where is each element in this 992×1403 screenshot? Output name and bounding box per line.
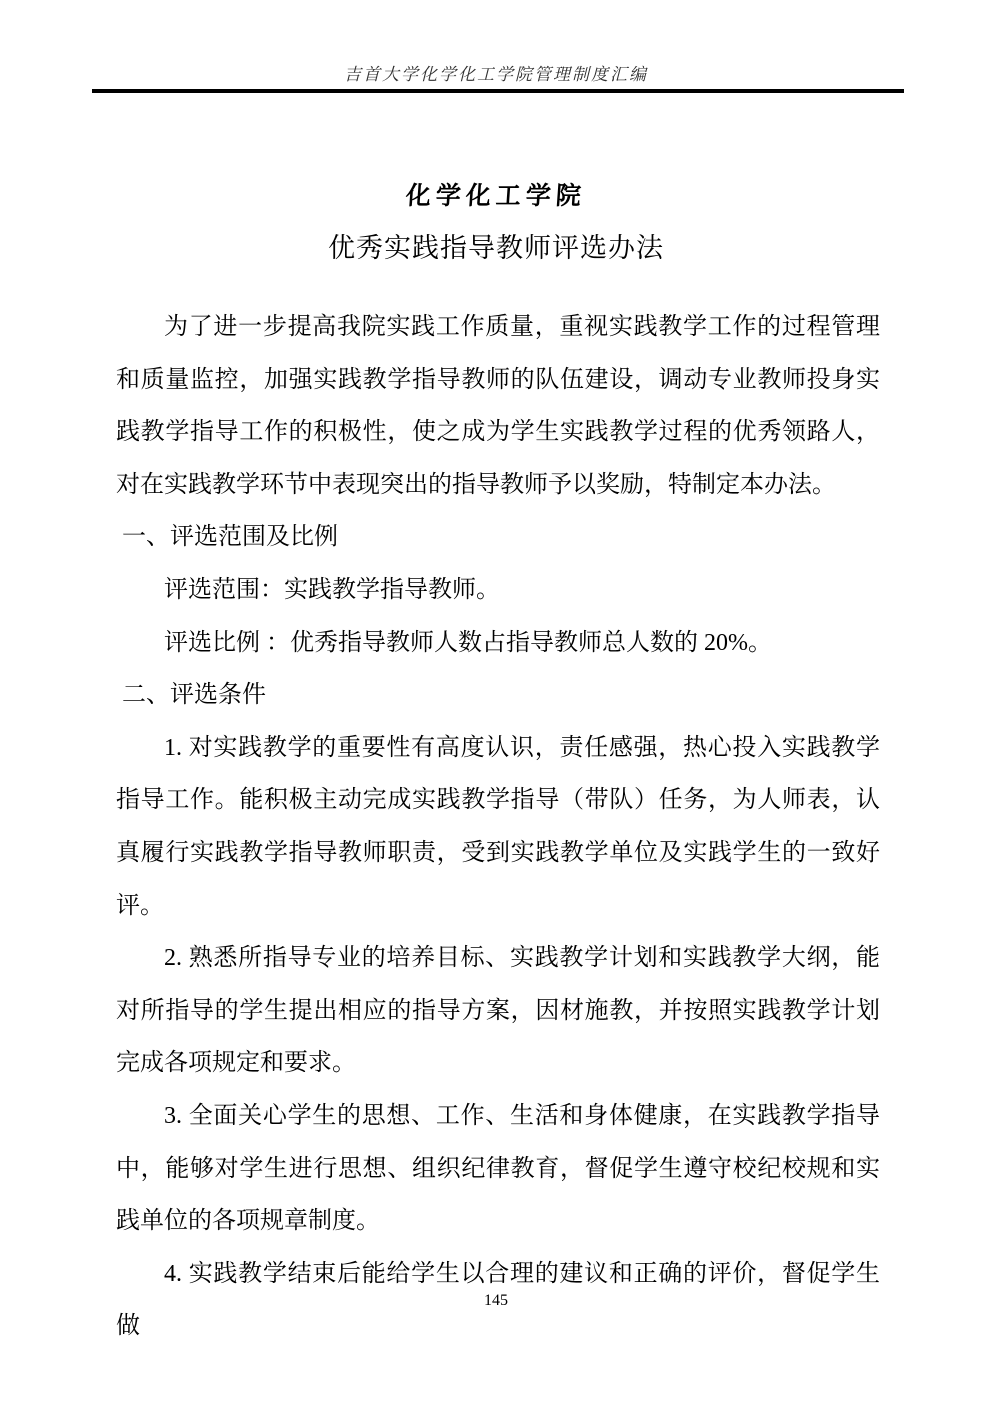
body-paragraph: 3. 全面关心学生的思想、工作、生活和身体健康，在实践教学指导中，能够对学生进行思想、组织纪律教育，督促学生遵守校纪校规和实践单位的各项规章制度。 <box>116 1102 880 1235</box>
body-paragraph: 为了进一步提高我院实践工作质量，重视实践教学工作的过程管理和质量监控，加强实践教学指导教师的队伍建设，调动专业教师投身实践教学指导工作的积极性，使之成为学生实践教学过程的优秀领路人，对在实践教学环节中表现突出的指导教师予以奖励，特制定本办法。 <box>116 314 880 498</box>
college-title: 化学化工学院 <box>404 183 587 210</box>
body-paragraph: 评选范围：实践教学指导教师。 <box>164 576 500 603</box>
body-paragraph: 4. 实践教学结束后能给学生以合理的建议和正确的评价，督促学生做 <box>116 1260 880 1340</box>
document-title: 优秀实践指导教师评选办法 <box>328 233 664 263</box>
body-paragraph: 评选比例 ：优秀指导教师人数占指导教师总人数的 20%。 <box>164 629 772 656</box>
section-heading: 一、评选范围及比例 <box>122 524 338 551</box>
document-body <box>116 301 880 1353</box>
body-paragraph: 1. 对实践教学的重要性有高度认识，责任感强，热心投入实践教学指导工作。能积极主动完成实践教学指导（带队）任务，为人师表，认真履行实践教学指导教师职责，受到实践教学单位及实践学生的一致好评。 <box>116 734 880 919</box>
section-heading: 二、评选条件 <box>122 682 266 709</box>
page-header-title: 吉首大学化学化工学院管理制度汇编 <box>344 65 648 84</box>
page-number: 145 <box>484 1292 508 1309</box>
body-paragraph: 2. 熟悉所指导专业的培养目标、实践教学计划和实践教学大纲，能对所指导的学生提出相应的指导方案，因材施教，并按照实践教学计划完成各项规定和要求。 <box>116 945 880 1077</box>
header-rule <box>92 89 904 93</box>
